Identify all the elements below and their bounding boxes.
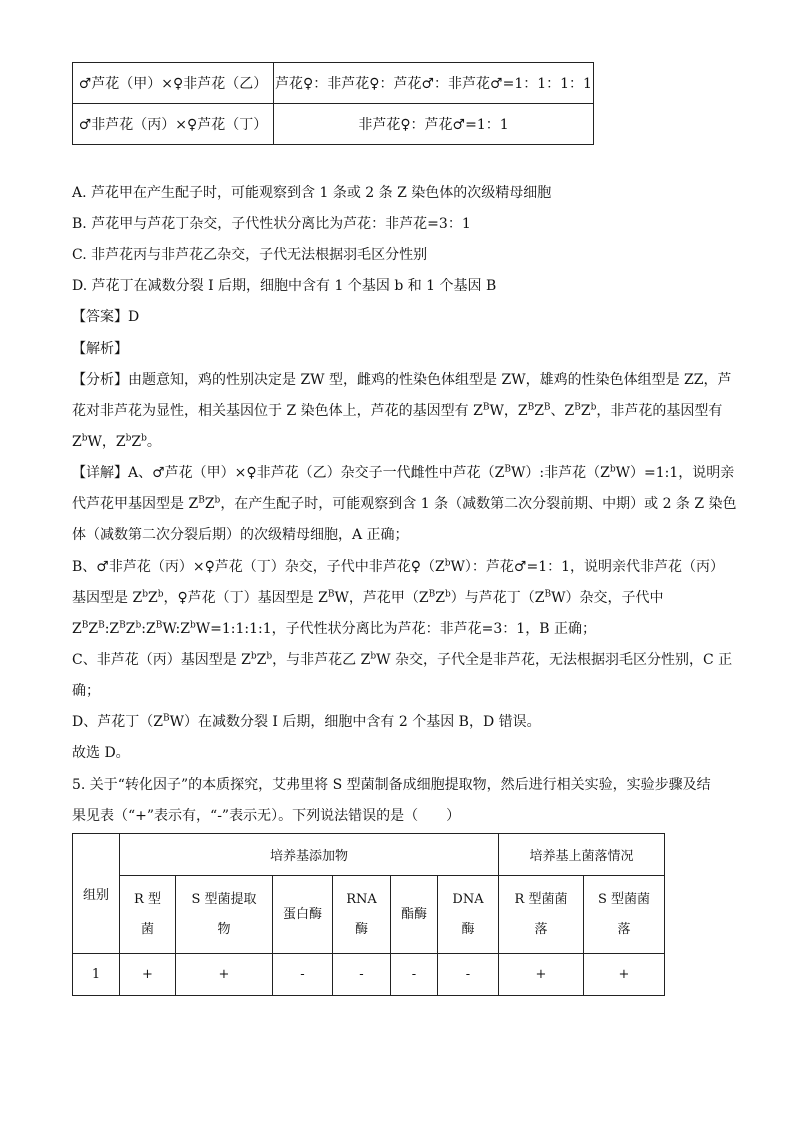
detail-line-3: 体（减数第二次分裂后期）的次级精母细胞，A 正确； <box>72 527 409 543</box>
superscript: B <box>198 495 205 506</box>
header-line: 落 <box>534 921 548 937</box>
text-span: W）:非芦花（Z <box>510 465 610 481</box>
superscript: B <box>155 620 163 631</box>
detail-line-1 <box>72 463 734 483</box>
text-span: W，Z <box>87 434 126 450</box>
text-span: B、♂非芦花（丙）×♀芦花（丁）杂交，子代中非芦花♀（Z <box>72 559 445 575</box>
superscript: b <box>250 651 257 662</box>
analysis-text: 由题意知，鸡的性别决定是 ZW 型，雌鸡的性染色体组型是 ZW，雄鸡的性染色体组型是 ZZ，芦 <box>128 372 732 388</box>
option-a: A. 芦花甲在产生配子时，可能观察到含 1 条或 2 条 Z 染色体的次级精母细胞 <box>72 185 552 201</box>
text-span: 花对非芦花为显性，相关基因位于 Z 染色体上，芦花的基因型有 Z <box>72 403 483 419</box>
analysis-line-2 <box>72 401 722 421</box>
column-header: 酯酶 <box>391 876 438 954</box>
detail-line-4 <box>72 557 724 577</box>
header-line: 酶 <box>461 921 475 937</box>
experiment-table <box>72 833 665 996</box>
group-header: 组别 <box>73 834 120 954</box>
header-line: S 型菌菌 <box>597 891 651 907</box>
superscript: B <box>119 620 126 631</box>
text-span: W 杂交，子代全是非芦花，无法根据羽毛区分性别，C 正 <box>376 652 733 668</box>
text-span: Z <box>72 434 82 450</box>
text-span: 代芦花甲基因型是 Z <box>72 496 199 512</box>
table-row <box>73 63 594 104</box>
superscript: B <box>527 402 535 413</box>
superscript: B <box>81 620 89 631</box>
column-header <box>584 876 665 954</box>
text-span: Z <box>580 403 591 419</box>
table-cell: - <box>438 954 499 996</box>
additive-header: 培养基添加物 <box>120 834 499 876</box>
superscript: b <box>190 620 196 631</box>
text-span: 。 <box>146 434 161 450</box>
text-span: A、♂芦花（甲）×♀非芦花（乙）杂交子一代雌性中芦花（Z <box>128 465 505 481</box>
superscript: b <box>214 495 221 506</box>
text-span: Z <box>147 590 158 606</box>
result-cell: 芦花♀：非芦花♀：芦花♂：非芦花♂=1：1：1：1 <box>274 63 594 104</box>
superscript: B <box>543 402 551 413</box>
detail-line-5 <box>72 588 664 608</box>
superscript: B <box>574 402 581 413</box>
superscript: b <box>81 433 88 444</box>
text-span: Z <box>435 590 445 606</box>
text-span: ，♀芦花（丁）基因型是 Z <box>163 590 328 606</box>
column-header <box>499 876 584 954</box>
superscript: b <box>142 589 148 600</box>
colony-header: 培养基上菌落情况 <box>499 834 665 876</box>
table-cell: + <box>499 954 584 996</box>
jiexi-label: 【解析】 <box>72 341 128 357</box>
text-span: Z <box>256 652 267 668</box>
header-line: 物 <box>217 921 231 937</box>
superscript: b <box>157 589 164 600</box>
cross-cell: ♂芦花（甲）×♀非芦花（乙） <box>73 63 274 104</box>
cross-cell: ♂非芦花（丙）×♀芦花（丁） <box>73 104 274 145</box>
detail-line-10: 故选 D。 <box>72 745 130 761</box>
text-span: W）在减数分裂 I 后期，细胞中含有 2 个基因 B，D 错误。 <box>169 714 541 730</box>
text-span: ，在产生配子时，可能观察到含 1 条（减数第二次分裂前期、中期）或 2 条 Z 染色 <box>220 496 737 512</box>
superscript: b <box>135 620 142 631</box>
table-cell: - <box>273 954 333 996</box>
header-line: 落 <box>617 921 631 937</box>
detail-line-7 <box>72 650 732 670</box>
table-row <box>73 834 665 876</box>
result-cell: 非芦花♀：芦花♂=1：1 <box>274 104 594 145</box>
text-span: 、Z <box>550 403 575 419</box>
table-row <box>73 104 594 145</box>
superscript: B <box>162 713 170 724</box>
column-header <box>333 876 391 954</box>
answer-line <box>72 307 139 327</box>
superscript: b <box>141 433 147 444</box>
answer-label: 【答案】 <box>72 309 128 325</box>
superscript: B <box>327 589 335 600</box>
table-cell: + <box>176 954 273 996</box>
text-span: Z <box>204 496 215 512</box>
table-row <box>73 876 665 954</box>
analysis-line-1 <box>72 370 732 390</box>
header-line: R 型 <box>134 891 161 907</box>
table-cell: 1 <box>73 954 120 996</box>
superscript: b <box>444 558 451 569</box>
header-line: 酶 <box>354 921 368 937</box>
table-cell: + <box>120 954 176 996</box>
superscript: B <box>504 464 511 475</box>
superscript: B <box>98 620 105 631</box>
column-header <box>438 876 499 954</box>
cross-result-table <box>72 62 594 145</box>
text-span: ）与芦花丁（Z <box>450 590 545 606</box>
question-5-line-2: 果见表（“+”表示有，“-”表示无）。下列说法错误的是（ ） <box>72 808 461 824</box>
header-line: R 型菌菌 <box>514 891 568 907</box>
superscript: b <box>125 433 132 444</box>
detail-line-9 <box>72 712 541 732</box>
table-cell: + <box>584 954 665 996</box>
table-cell: - <box>391 954 438 996</box>
text-span: C、非芦花（丙）基因型是 Z <box>72 652 251 668</box>
header-line: S 型菌提取 <box>191 891 257 907</box>
detail-label: 【详解】 <box>72 465 128 481</box>
option-b: B. 芦花甲与芦花丁杂交，子代性状分离比为芦花：非芦花=3：1 <box>72 216 471 232</box>
analysis-label: 【分析】 <box>72 372 128 388</box>
superscript: B <box>544 589 552 600</box>
text-span: 基因型是 Z <box>72 590 143 606</box>
column-header: 蛋白酶 <box>273 876 333 954</box>
superscript: b <box>590 402 597 413</box>
superscript: b <box>266 651 273 662</box>
detail-line-2 <box>72 494 737 514</box>
column-header <box>120 876 176 954</box>
header-line: 菌 <box>140 921 154 937</box>
superscript: b <box>444 589 451 600</box>
superscript: b <box>370 651 377 662</box>
option-c: C. 非芦花丙与非芦花乙杂交，子代无法根据羽毛区分性别 <box>72 247 428 263</box>
text-span: W）：芦花♂=1：1，说明亲代非芦花（丙） <box>450 559 725 575</box>
superscript: b <box>609 464 616 475</box>
text-span: ，与非芦花乙 Z <box>272 652 371 668</box>
question-5-line-1: 5. 关于“转化因子”的本质探究，艾弗里将 S 型菌制备成细胞提取物，然后进行相关实验，实验步骤及结 <box>72 777 711 793</box>
table-cell: - <box>333 954 391 996</box>
text-span: ，非芦花的基因型有 <box>596 403 723 419</box>
superscript: B <box>482 402 490 413</box>
table-row <box>73 954 665 996</box>
text-span: W，Z <box>489 403 528 419</box>
analysis-line-3 <box>72 432 161 452</box>
answer-value: D <box>128 309 140 325</box>
text-span: W）杂交，子代中 <box>551 590 664 606</box>
superscript: B <box>428 589 436 600</box>
header-line: RNA <box>346 891 377 907</box>
text-span: W，芦花甲（Z <box>334 590 429 606</box>
detail-line-6: $Z^BZ^B:Z^BZ^b:Z^BW:Z^bW=1:1:1:1$，子代性状分离比为芦花：非芦花=3：1，B 正确； <box>72 620 596 637</box>
text-span: W）=1:1，说明亲 <box>615 465 735 481</box>
text-span: Z <box>534 403 544 419</box>
option-d: D. 芦花丁在减数分裂 I 后期，细胞中含有 1 个基因 b 和 1 个基因 B <box>72 278 497 294</box>
column-header <box>176 876 273 954</box>
header-line: DNA <box>452 891 484 907</box>
detail-line-8: 确； <box>72 683 100 699</box>
text-span: D、芦花丁（Z <box>72 714 163 730</box>
text-span: Z <box>131 434 142 450</box>
